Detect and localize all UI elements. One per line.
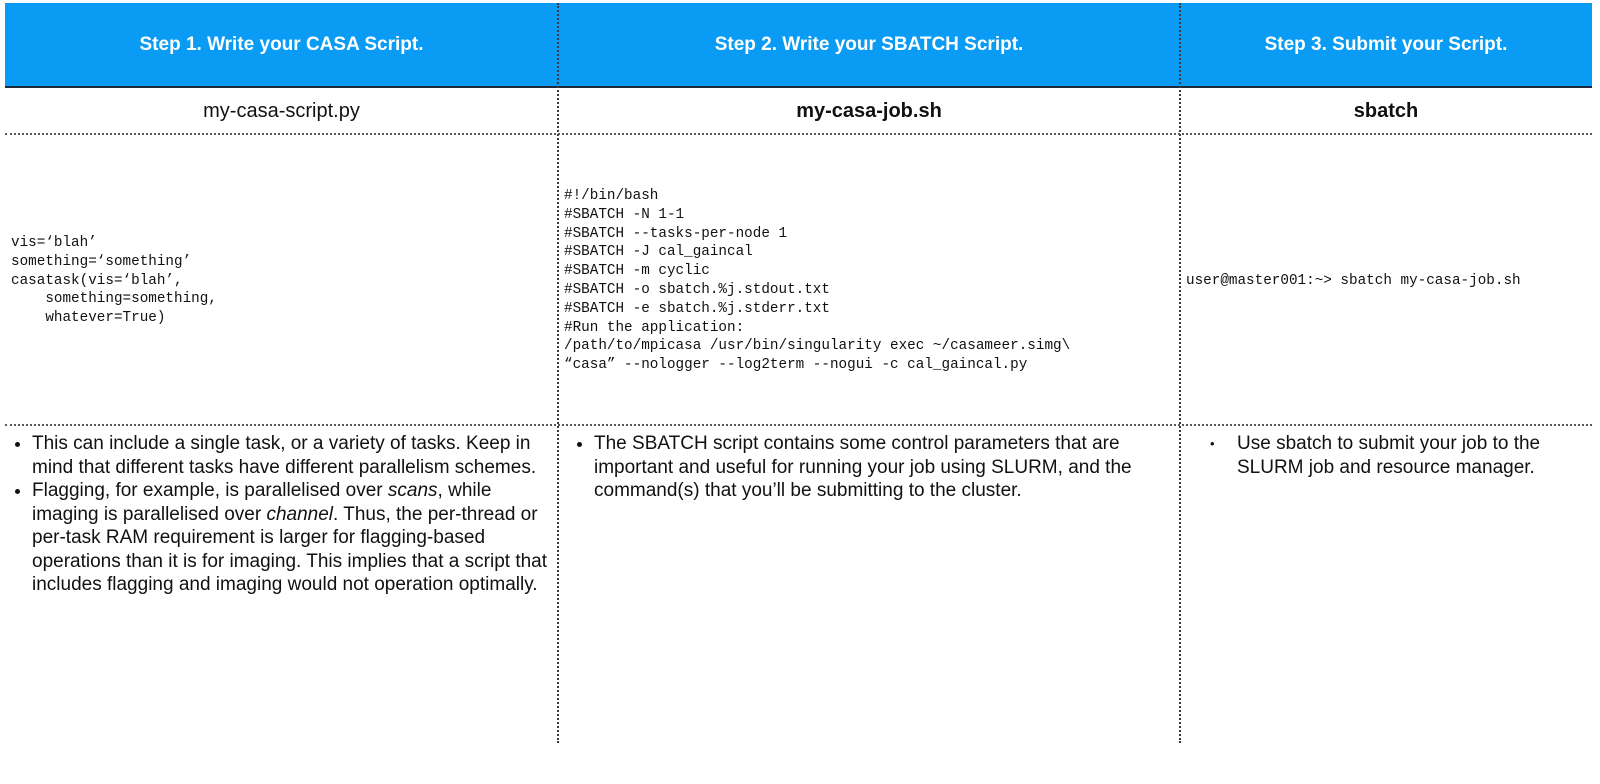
step-3-filename: sbatch <box>1353 99 1419 122</box>
row-divider-2 <box>5 424 1592 426</box>
step-2-code-cell <box>564 136 1174 426</box>
step-3-header: Step 3. Submit your Script. <box>1264 33 1508 55</box>
step-2-note-1: • The SBATCH script contains some control parameters that are important and useful for running your job using SLURM, and the command(s) that you’ll be submitting to the cluster. <box>594 432 1176 503</box>
step-3-note-1: • Use sbatch to submit your job to the SLURM job and resource manager. <box>1210 433 1541 478</box>
header-row <box>5 3 1592 88</box>
step-3-code-cell <box>1186 136 1586 426</box>
step-2-notes <box>571 432 1176 503</box>
step-1-notes <box>9 432 549 597</box>
row-divider-1 <box>5 133 1592 135</box>
step-2-header: Step 2. Write your SBATCH Script. <box>714 33 1024 55</box>
step-1-note-2: • Flagging, for example, is parallelised over scans, while imaging is parallelised over channel. Thus, the per-thread or per-task RAM requirement is larger for flagging-based operations than it is for imaging. This implies that a script that includes flagging and imaging would not operation optimally. <box>32 479 549 597</box>
step-1-header: Step 1. Write your CASA Script. <box>139 33 424 55</box>
step-1-filename: my-casa-script.py <box>203 99 360 122</box>
column-divider-1 <box>557 3 559 743</box>
step-2-filename: my-casa-job.sh <box>796 99 942 122</box>
steps-table <box>5 3 1592 743</box>
step-2-code: #!/bin/bash #SBATCH -N 1-1 #SBATCH --tasks-per-node 1 #SBATCH -J cal_gaincal #SBATCH -m cyclic #SBATCH -o sbatch.%j.stdout.txt #SBATCH -e sbatch.%j.stderr.txt #Run the application: /path/to/mpicasa /usr/bin/singularity exec ~/casameer.simg\ “casa” --nologger --log2term --nogui -c cal_gaincal.py <box>564 188 1071 374</box>
step-1-note-1: • This can include a single task, or a variety of tasks. Keep in mind that different tasks have different parallelism schemes. <box>32 432 549 479</box>
step-1-code: vis=‘blah’ something=‘something’ casatask(vis=‘blah’, something=something, whatever=True) <box>11 235 217 327</box>
step-1-code-cell <box>11 136 551 426</box>
bullet-icon: • <box>1210 436 1215 451</box>
step-3-notes <box>1187 432 1582 479</box>
column-divider-2 <box>1179 3 1181 743</box>
step-3-code: user@master001:~> sbatch my-casa-job.sh <box>1186 272 1521 289</box>
